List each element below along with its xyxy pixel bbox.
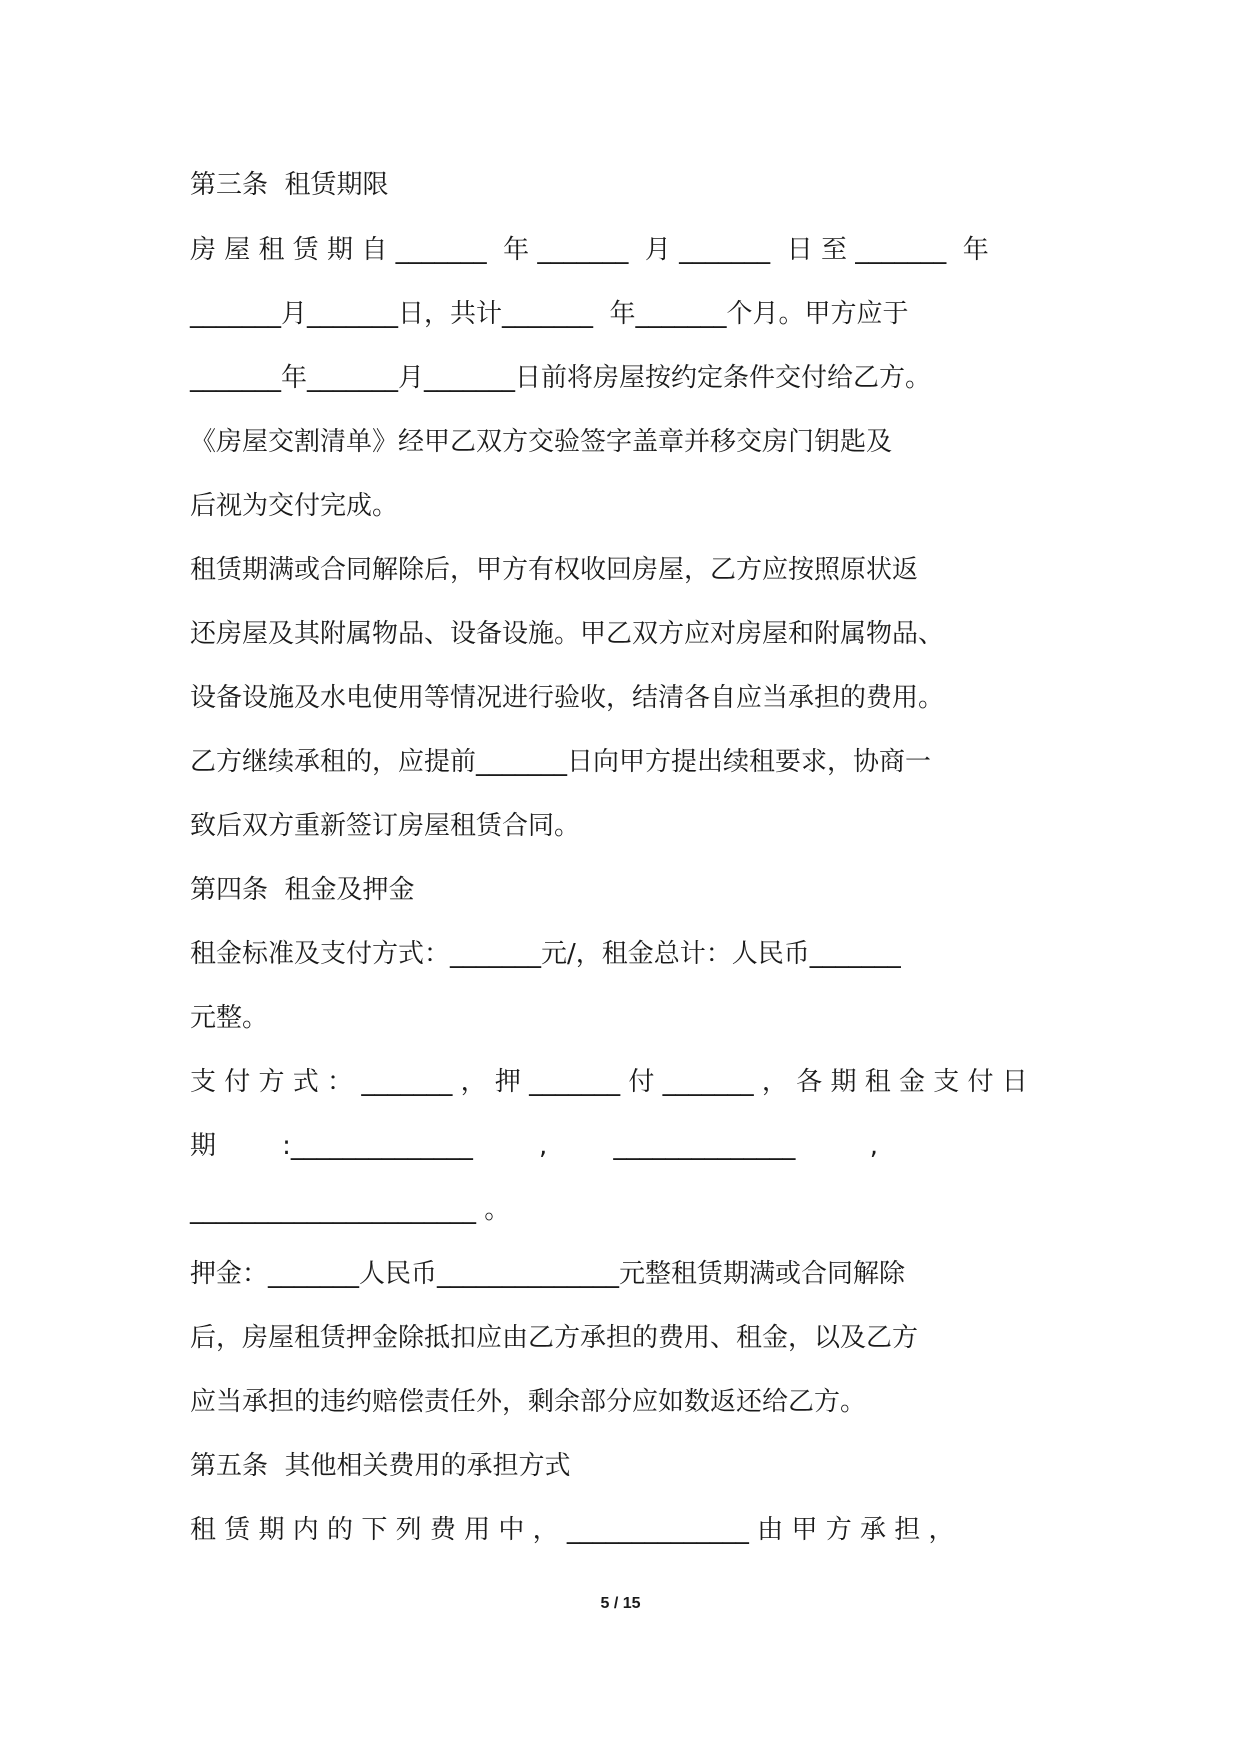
paragraph-line: 乙方继续承租的，应提前_______日向甲方提出续租要求，协商一 — [190, 747, 932, 777]
paragraph-line: 《房屋交割清单》经甲乙双方交验签字盖章并移交房门钥匙及 — [190, 427, 893, 457]
paragraph-line: 房 屋 租 赁 期 自 _______ 年 _______ 月 _______ 日 至 _______ 年 — [190, 235, 989, 265]
paragraph-line: _______月_______日，共计_______ 年_______个月。甲方应于 — [190, 299, 909, 329]
paragraph-line: 后，房屋租赁押金除抵扣应由乙方承担的费用、租金，以及乙方 — [190, 1323, 919, 1353]
paragraph-line: 后视为交付完成。 — [190, 491, 399, 521]
paragraph-line: 押金：_______人民币______________元整租赁期满或合同解除 — [190, 1259, 906, 1289]
paragraph-line: 期 :______________ , ______________ , — [190, 1131, 879, 1161]
paragraph-line: 租 赁 期 内 的 下 列 费 用 中 ， ______________ 由 甲 方 承 担 ， — [190, 1515, 955, 1545]
paragraph-line: 设备设施及水电使用等情况进行验收，结清各自应当承担的费用。 — [190, 683, 945, 713]
paragraph-line: 应当承担的违约赔偿责任外，剩余部分应如数返还给乙方。 — [190, 1387, 867, 1417]
paragraph-line: 租赁期满或合同解除后，甲方有权收回房屋，乙方应按照原状返 — [190, 555, 919, 585]
section-heading-3: 第三条 租赁期限 — [190, 170, 389, 200]
section-heading-4: 第四条 租金及押金 — [190, 875, 415, 905]
paragraph-line: 租金标准及支付方式：_______元/，租金总计：人民币_______ — [190, 939, 901, 969]
page-number: 5 / 15 — [600, 1595, 641, 1612]
paragraph-line: ______________________ 。 — [190, 1195, 511, 1225]
paragraph-line: 元整。 — [190, 1003, 269, 1033]
paragraph-line: _______年_______月_______日前将房屋按约定条件交付给乙方。 — [190, 363, 932, 393]
paragraph-line: 支 付 方 式 ： _______ ， 押 _______ 付 _______ ， 各 期 租 金 支 付 日 — [190, 1067, 1028, 1097]
paragraph-line: 致后双方重新签订房屋租赁合同。 — [190, 811, 581, 841]
paragraph-line: 还房屋及其附属物品、设备设施。甲乙双方应对房屋和附属物品、 — [190, 619, 945, 649]
section-heading-5: 第五条 其他相关费用的承担方式 — [190, 1451, 571, 1481]
